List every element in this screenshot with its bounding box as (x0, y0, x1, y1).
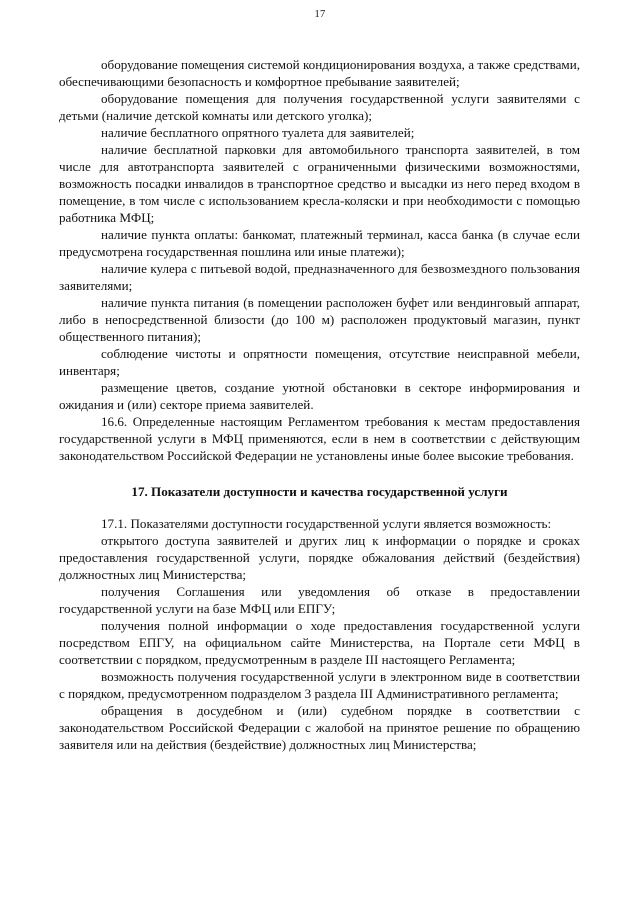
paragraph: наличие бесплатной парковки для автомобильного транспорта заявителей, в том числе для автотранспорта заявителей с ограниченными физическими возможностями, возможность посадки инвалидов в транспортное средство и высадки из него перед входом в помещение, в том числе с использованием кресла-коляски и при необходимости с помощью работника МФЦ; (59, 142, 580, 225)
paragraph: получения Соглашения или уведомления об отказе в предоставлении государственной услуги на базе МФЦ или ЕПГУ; (59, 584, 580, 616)
paragraph: оборудование помещения системой кондиционирования воздуха, а также средствами, обеспечивающими безопасность и комфортное пребывание заявителей; (59, 57, 580, 89)
document-body (59, 56, 580, 753)
paragraph: наличие бесплатного опрятного туалета для заявителей; (101, 125, 415, 140)
page-number: 17 (314, 9, 326, 20)
paragraph: 16.6. Определенные настоящим Регламентом требования к местам предоставления государственной услуги в МФЦ применяются, если в нем в соответствии с действующим законодательством Российской Федерации не установлены иные более высокие требования. (59, 414, 580, 463)
paragraph: размещение цветов, создание уютной обстановки в секторе информирования и ожидания и (или) секторе приема заявителей. (59, 380, 580, 412)
paragraph: возможность получения государственной услуги в электронном виде в соответствии с порядком, предусмотренном подразделом 3 раздела III Административного регламента; (59, 669, 580, 701)
paragraph: получения полной информации о ходе предоставления государственной услуги посредством ЕПГУ, на официальном сайте Министерства, на Портале сети МФЦ в соответствии с порядком, предусмотренным в разделе III настоящего Регламента; (59, 618, 580, 667)
paragraph: соблюдение чистоты и опрятности помещения, отсутствие неисправной мебели, инвентаря; (59, 346, 580, 378)
paragraph: обращения в досудебном и (или) судебном порядке в соответствии с законодательством Российской Федерации с жалобой на принятое решение по обращению заявителя или на действия (бездействие) должностных лиц Министерства; (59, 703, 580, 752)
paragraph: открытого доступа заявителей и других лиц к информации о порядке и сроках предоставления государственной услуги, порядке обжалования действий (бездействия) должностных лиц Министерства; (59, 533, 580, 582)
paragraph: 17.1. Показателями доступности государственной услуги является возможность: (101, 516, 552, 531)
section-heading: 17. Показатели доступности и качества государственной услуги (131, 484, 508, 499)
paragraph: наличие пункта оплаты: банкомат, платежный терминал, касса банка (в случае если предусмотрена государственная пошлина или иные платежи); (59, 227, 580, 259)
paragraph: наличие пункта питания (в помещении расположен буфет или вендинговый аппарат, либо в непосредственной близости (до 100 м) расположен продуктовый магазин, пункт общественного питания); (59, 295, 580, 344)
paragraph: оборудование помещения для получения государственной услуги заявителями с детьми (наличие детской комнаты или детского уголка); (59, 91, 580, 123)
paragraph: наличие кулера с питьевой водой, предназначенного для безвозмездного пользования заявителями; (59, 261, 580, 293)
